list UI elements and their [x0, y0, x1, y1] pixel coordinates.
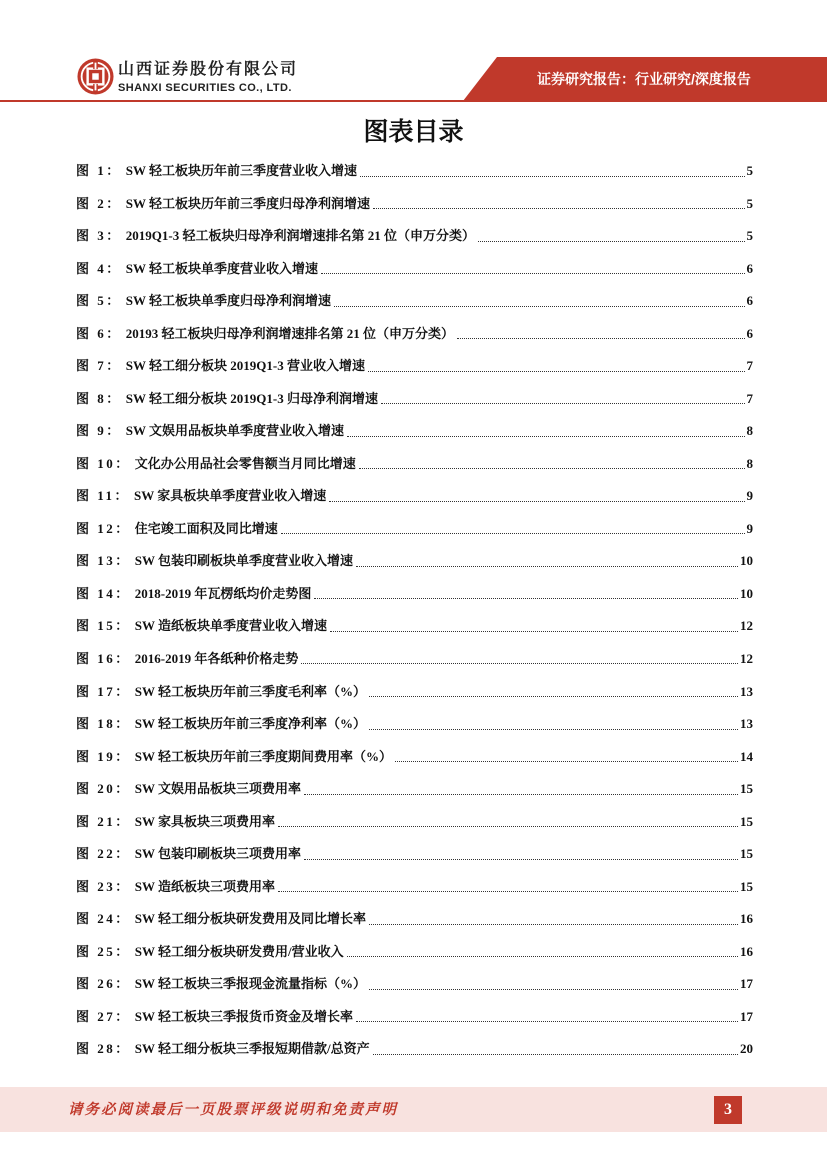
figure-entry-page: 5 [746, 195, 753, 211]
figure-list-entry[interactable] [76, 838, 753, 871]
figure-entry-title: SW 轻工板块历年前三季度归母净利润增速 [125, 195, 371, 211]
figure-entry-title: SW 轻工板块历年前三季度净利率（%） [134, 716, 367, 732]
figure-entry-title: SW 家具板块单季度营业收入增速 [134, 488, 327, 504]
figure-entry-page: 13 [740, 683, 753, 699]
figure-list-entry[interactable] [76, 968, 753, 1001]
figure-list-entry[interactable] [76, 253, 753, 286]
figure-entry-label: 图 15： [76, 618, 131, 634]
company-name-en: SHANXI SECURITIES CO., LTD. [118, 82, 292, 94]
figure-entry-label: 图 11： [76, 488, 131, 504]
figure-entry-page: 8 [746, 423, 753, 439]
figure-entry-label: 图 24： [76, 911, 131, 927]
figure-entry-title: SW 文娱用品板块三项费用率 [134, 781, 302, 797]
figure-list-entry[interactable] [76, 578, 753, 611]
figure-list-entry[interactable] [76, 1000, 753, 1033]
figure-entry-title: SW 轻工板块三季报现金流量指标（%） [134, 976, 367, 992]
figure-entry-title: 2019Q1-3 轻工板块归母净利润增速排名第 21 位（申万分类） [125, 228, 475, 244]
figure-entry-page: 7 [746, 358, 753, 374]
figure-list-entry[interactable] [76, 870, 753, 903]
figure-list-entry[interactable] [76, 480, 753, 513]
dot-leader [321, 273, 744, 274]
figure-entry-label: 图 8： [76, 390, 122, 406]
figure-entry-title: 2016-2019 年各纸种价格走势 [134, 650, 299, 666]
dot-leader [359, 468, 745, 469]
figure-list-entry[interactable] [76, 188, 753, 221]
dot-leader [369, 989, 738, 990]
figure-entry-title: 文化办公用品社会零售额当月同比增速 [134, 455, 356, 471]
dot-leader [395, 761, 738, 762]
dot-leader [373, 208, 744, 209]
figure-entry-title: SW 轻工板块单季度营业收入增速 [125, 260, 319, 276]
figure-entry-page: 8 [746, 455, 753, 471]
figure-list-entry[interactable] [76, 383, 753, 416]
figure-entry-page: 15 [740, 846, 753, 862]
report-type-label: 证券研究报告：行业研究/深度报告 [537, 71, 751, 87]
dot-leader [356, 1021, 738, 1022]
dot-leader [330, 631, 738, 632]
dot-leader [314, 598, 738, 599]
figure-entry-page: 17 [740, 1008, 753, 1024]
dot-leader [304, 859, 738, 860]
dot-leader [281, 533, 745, 534]
figure-entry-page: 15 [740, 813, 753, 829]
figure-entry-title: 20193 轻工板块归母净利润增速排名第 21 位（申万分类） [125, 325, 455, 341]
figure-entry-page: 10 [740, 553, 753, 569]
figure-entry-label: 图 19： [76, 748, 131, 764]
dot-leader [356, 566, 738, 567]
figure-entry-page: 16 [740, 911, 753, 927]
dot-leader [369, 729, 738, 730]
figure-entry-label: 图 28： [76, 1041, 131, 1057]
figure-entry-page: 16 [740, 943, 753, 959]
dot-leader [373, 1054, 738, 1055]
company-name-cn: 山西证券股份有限公司 [118, 61, 299, 78]
dot-leader [360, 176, 744, 177]
figure-entry-title: SW 轻工细分板块三季报短期借款/总资产 [134, 1041, 370, 1057]
figure-entry-label: 图 7： [76, 358, 122, 374]
figure-list-entry[interactable] [76, 415, 753, 448]
figure-list-entry[interactable] [76, 935, 753, 968]
figure-list-entry[interactable] [76, 220, 753, 253]
figure-list-entry[interactable] [76, 318, 753, 351]
figure-entry-page: 10 [740, 585, 753, 601]
figure-list-entry[interactable] [76, 740, 753, 773]
figure-entry-label: 图 27： [76, 1008, 131, 1024]
dot-leader [457, 338, 744, 339]
figure-entry-label: 图 26： [76, 976, 131, 992]
figure-entry-title: SW 轻工板块三季报货币资金及增长率 [134, 1008, 354, 1024]
figure-list-entry[interactable] [76, 155, 753, 188]
figure-entry-label: 图 12： [76, 520, 131, 536]
figure-entry-title: SW 轻工板块历年前三季度毛利率（%） [134, 683, 367, 699]
figure-entry-page: 15 [740, 878, 753, 894]
figure-entry-label: 图 18： [76, 716, 131, 732]
figure-entry-title: SW 轻工细分板块 2019Q1-3 营业收入增速 [125, 358, 365, 374]
dot-leader [478, 241, 745, 242]
figure-entry-label: 图 3： [76, 228, 122, 244]
figure-list-entry[interactable] [76, 708, 753, 741]
figure-entry-title: SW 轻工细分板块 2019Q1-3 归母净利润增速 [125, 390, 378, 406]
figure-entry-title: 2018-2019 年瓦楞纸均价走势图 [134, 585, 312, 601]
dot-leader [381, 403, 745, 404]
figure-entry-title: SW 造纸板块单季度营业收入增速 [134, 618, 328, 634]
figure-entry-page: 7 [746, 390, 753, 406]
figure-entry-title: SW 包装印刷板块单季度营业收入增速 [134, 553, 354, 569]
dot-leader [278, 891, 738, 892]
figure-entry-label: 图 22： [76, 846, 131, 862]
figure-entry-label: 图 23： [76, 878, 131, 894]
figure-list-entry[interactable] [76, 545, 753, 578]
figure-entry-page: 13 [740, 716, 753, 732]
figure-entry-label: 图 13： [76, 553, 131, 569]
figure-list-entry[interactable] [76, 1033, 753, 1066]
figure-entry-page: 6 [746, 325, 753, 341]
figure-list-entry[interactable] [76, 610, 753, 643]
figure-entry-label: 图 21： [76, 813, 131, 829]
figure-list-entry[interactable] [76, 350, 753, 383]
dot-leader [301, 663, 738, 664]
shanxi-securities-logo-icon [77, 58, 114, 95]
dot-leader [347, 436, 744, 437]
figure-entry-page: 12 [740, 650, 753, 666]
figure-entry-label: 图 2： [76, 195, 122, 211]
footer-disclaimer: 请务必阅读最后一页股票评级说明和免责声明 [68, 1102, 398, 1118]
figure-entry-title: 住宅竣工面积及同比增速 [134, 520, 278, 536]
figure-entry-title: SW 家具板块三项费用率 [134, 813, 276, 829]
figure-entry-label: 图 4： [76, 260, 122, 276]
figure-entry-page: 5 [746, 163, 753, 179]
dot-leader [278, 826, 738, 827]
figure-entry-page: 12 [740, 618, 753, 634]
page-number: 3 [714, 1096, 742, 1124]
page-header [0, 0, 827, 104]
dot-leader [369, 924, 738, 925]
figure-entry-page: 14 [740, 748, 753, 764]
figure-entry-label: 图 20： [76, 781, 131, 797]
figure-list-entry[interactable] [76, 285, 753, 318]
figure-entry-page: 6 [746, 260, 753, 276]
figure-entry-page: 17 [740, 976, 753, 992]
figure-entry-label: 图 14： [76, 585, 131, 601]
figure-list-entry[interactable] [76, 675, 753, 708]
figure-list-entry[interactable] [76, 903, 753, 936]
figure-entry-label: 图 25： [76, 943, 131, 959]
figure-list-entry[interactable] [76, 448, 753, 481]
figure-entry-title: SW 轻工板块单季度归母净利润增速 [125, 293, 332, 309]
dot-leader [368, 371, 745, 372]
figure-list-entry[interactable] [76, 773, 753, 806]
figure-entry-title: SW 包装印刷板块三项费用率 [134, 846, 302, 862]
dot-leader [369, 696, 738, 697]
page-title: 图表目录 [363, 119, 464, 146]
figure-entry-label: 图 1： [76, 163, 122, 179]
figure-entry-title: SW 造纸板块三项费用率 [134, 878, 276, 894]
figure-list-entry[interactable] [76, 513, 753, 546]
dot-leader [304, 794, 738, 795]
figure-entry-label: 图 10： [76, 455, 131, 471]
figure-entry-label: 图 16： [76, 650, 131, 666]
figure-entry-title: SW 文娱用品板块单季度营业收入增速 [125, 423, 345, 439]
figure-list [76, 155, 753, 1065]
dot-leader [334, 306, 744, 307]
dot-leader [329, 501, 744, 502]
figure-entry-page: 5 [746, 228, 753, 244]
dot-leader [347, 956, 738, 957]
figure-list-entry[interactable] [76, 643, 753, 676]
figure-entry-title: SW 轻工细分板块研发费用及同比增长率 [134, 911, 367, 927]
figure-entry-page: 9 [746, 520, 753, 536]
figure-entry-title: SW 轻工板块历年前三季度期间费用率（%） [134, 748, 393, 764]
figure-entry-title: SW 轻工细分板块研发费用/营业收入 [134, 943, 344, 959]
figure-entry-label: 图 17： [76, 683, 131, 699]
header-divider [0, 100, 827, 102]
figure-entry-page: 9 [746, 488, 753, 504]
figure-entry-label: 图 9： [76, 423, 122, 439]
figure-entry-label: 图 6： [76, 325, 122, 341]
figure-entry-page: 20 [740, 1041, 753, 1057]
figure-entry-page: 15 [740, 781, 753, 797]
figure-entry-label: 图 5： [76, 293, 122, 309]
report-type-banner [463, 57, 827, 101]
figure-entry-page: 6 [746, 293, 753, 309]
figure-entry-title: SW 轻工板块历年前三季度营业收入增速 [125, 163, 358, 179]
figure-list-entry[interactable] [76, 805, 753, 838]
